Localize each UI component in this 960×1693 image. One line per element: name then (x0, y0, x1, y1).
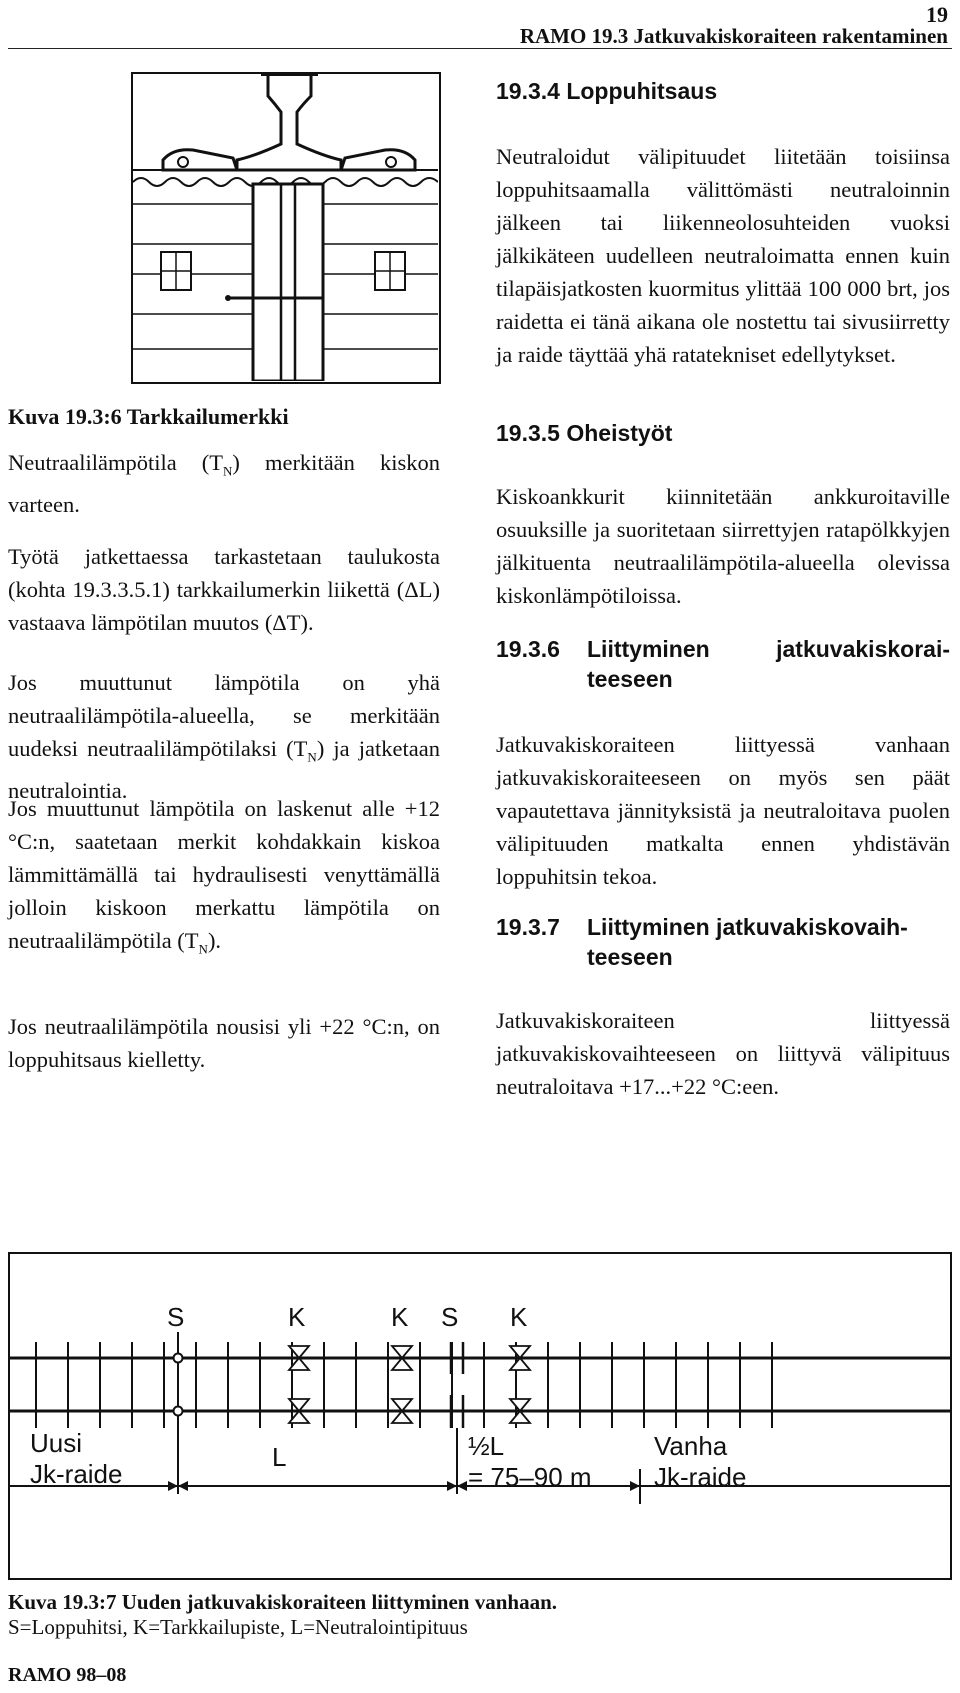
label-k2: K (391, 1302, 409, 1332)
figure-track-joining (8, 1252, 952, 1580)
section-heading-1934: 19.3.4 Loppuhitsaus (496, 78, 718, 104)
rail-mark-illustration (133, 74, 438, 381)
label-k1: K (288, 1302, 306, 1332)
left-paragraph-4: Jos muuttunut lämpötila on laskenut alle +12 °C:n, saatetaan merkit kohdakkain kiskoa lämmittämällä tai hydraulisesti venyttämällä jolloin kiskoon merkattu lämpötila on neutraalilämpötila $(T_N)$. (8, 796, 440, 957)
running-header-title: RAMO 19.3 Jatkuvakiskoraiteen rakentaminen (519, 24, 948, 48)
section-text-1936: Jatkuvakiskoraiteen liittyessä vanhaan jatkuvakiskoraiteeseen on myös sen päät vapautettava jännityksistä ja neutraloitava puolen välipituuden matkalta ennen yhdistävän loppuhitsin tekoa. (496, 732, 950, 889)
figure2-caption (8, 1590, 557, 1640)
label-k3: K (510, 1302, 528, 1332)
label-uusi-1: Uusi (30, 1428, 83, 1458)
figure-rail-mark (131, 72, 441, 384)
label-l: L (272, 1442, 287, 1472)
section-heading-1936-line2: teeseen (587, 666, 673, 692)
track-joining-diagram (10, 1254, 950, 1578)
section-heading-1936-num: 19.3.6 (496, 636, 560, 662)
section-text-1934: Neutraloidut välipituudet liitetään toisiinsa loppuhitsaamalla välittömästi neutraloinnin jälkeen tai liikenneolosuhteiden vuoksi jälkikäteen uudelleen neutraloimatta ennen kuin tilapäisjatkosten kuormitus ylittää 100 000 brt, jos raidetta ei tänä aikana ole nostettu tai sivusiirretty ja raide täyttää yhä ratatekniset edellytykset. (496, 144, 950, 367)
section-heading-1937-line2: teeseen (587, 944, 673, 970)
label-vanha-2: Jk-raide (654, 1462, 747, 1492)
section-heading-1935: 19.3.5 Oheistyöt (496, 420, 673, 446)
page-footer: RAMO 98–08 (8, 1664, 127, 1686)
label-s2: S (441, 1302, 459, 1332)
label-half-l-range: = 75–90 m (468, 1462, 592, 1492)
section-text-1935: Kiskoankkurit kiinnitetään ankkuroitaville osuuksille ja suoritetaan siirrettyjen ratapölkkyjen jälkituenta neutraalilämpötila-alueella olevissa kiskonlämpötiloissa. (496, 484, 950, 608)
section-heading-1937-line1: Liittyminen jatkuvakiskovaih- (587, 914, 908, 940)
label-s1: S (167, 1302, 185, 1332)
left-paragraph-2: Työtä jatkettaessa tarkastetaan taulukosta (kohta 19.3.3.5.1) tarkkailumerkin liikettä (ΔL) vastaava lämpötilan muutos (ΔT). (8, 544, 440, 635)
label-vanha-1: Vanha (654, 1431, 728, 1461)
left-paragraph-1: Neutraalilämpötila $(T_N)$ merkitään kiskon varteen. (8, 450, 440, 517)
section-heading-1937-num: 19.3.7 (496, 914, 560, 940)
rail-profile (237, 74, 341, 170)
figure1-caption: Kuva 19.3:6 Tarkkailumerkki (8, 404, 289, 429)
header-rule (8, 48, 952, 49)
section-text-1937: Jatkuvakiskoraiteen liittyessä jatkuvakiskovaihteeseen on liittyvä välipituus neutraloitava +17...+22 °C:een. (496, 1008, 950, 1099)
left-paragraph-3: Jos muuttunut lämpötila on yhä neutraalilämpötila-alueella, se merkitään uudeksi neutraalilämpötilaksi $(T_N)$ ja jatketaan neutralointia. (8, 670, 440, 803)
left-paragraph-5: Jos neutraalilämpötila nousisi yli +22 °C:n, on loppuhitsaus kielletty. (8, 1014, 440, 1072)
figure2-caption-legend: S=Loppuhitsi, K=Tarkkailupiste, L=Neutralointipituus (8, 1615, 468, 1639)
section-heading-1936-line1: Liittyminen jatkuvakiskorai- (587, 636, 950, 662)
label-half-l: ½L (468, 1431, 505, 1461)
page-number: 19 (926, 2, 948, 27)
rail-top-view (253, 184, 323, 381)
figure2-caption-title: Kuva 19.3:7 Uuden jatkuvakiskoraiteen liittyminen vanhaan. (8, 1590, 557, 1614)
weld-marker-s1 (174, 1332, 183, 1494)
label-uusi-2: Jk-raide (30, 1459, 123, 1489)
